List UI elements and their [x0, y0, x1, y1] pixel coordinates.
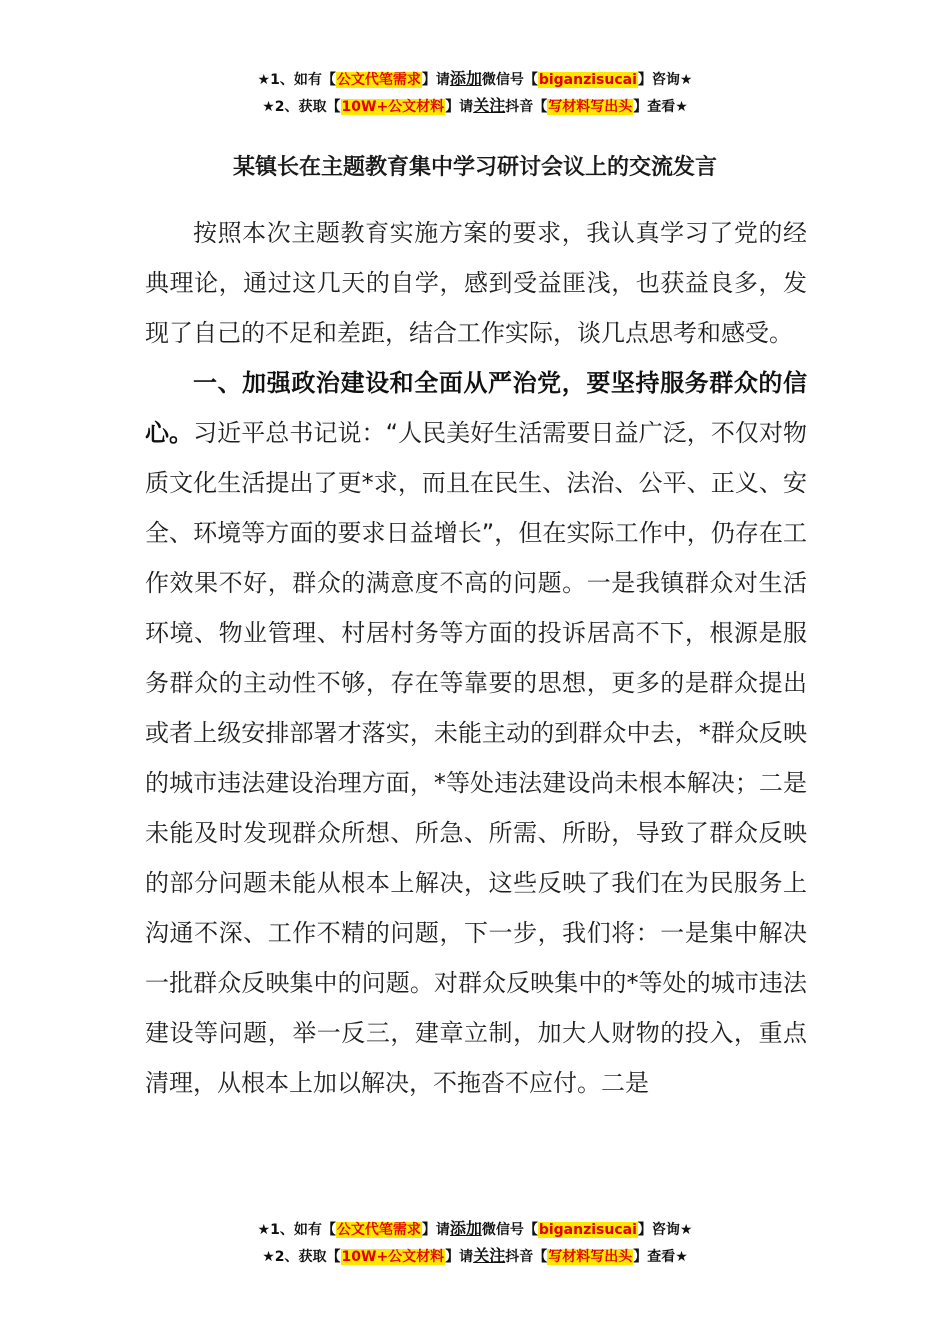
banner-line-1	[0, 66, 950, 93]
banner-highlight-service: 公文代笔需求	[336, 1222, 421, 1238]
banner-emphasis-follow: 关注	[473, 1246, 506, 1265]
banner-highlight-materials: 10W+公文材料	[341, 99, 445, 115]
banner-text: 抖音【	[505, 99, 548, 115]
banner-text: 】请	[421, 72, 450, 88]
header-banner	[0, 66, 950, 120]
section-1-heading: 一、加强政治建设和全面从严治党，要坚持服务群众的信心。	[145, 369, 807, 447]
section-1-body: 习近平总书记说：“人民美好生活需要日益广泛，不仅对物质文化生活提出了更*求，而且在民生、法治、公平、正义、安全、环境等方面的要求日益增长”，但在实际工作中，仍存在工作效果不好，群众的满意度不高的问题。一是我镇群众对生活环境、物业管理、村居村务等方面的投诉居高不下，根源是服务群众的主动性不够，存在等靠要的思想，更多的是群众提出或者上级安排部署才落实，未能主动的到群众中去，*群众反映的城市违法建设治理方面，*等处违法建设尚未根本解决；二是未能及时发现群众所想、所急、所需、所盼，导致了群众反映的部分问题未能从根本上解决，这些反映了我们在为民服务上沟通不深、工作不精的问题，下一步，我们将：一是集中解决一批群众反映集中的问题。对群众反映集中的*等处的城市违法建设等问题，举一反三，建章立制，加大人财物的投入，重点清理，从根本上加以解决，不拖沓不应付。二是	[145, 419, 808, 1097]
banner-text: 抖音【	[505, 1249, 548, 1265]
banner-text: ★1、如有【	[257, 1222, 336, 1238]
banner-text: ★2、获取【	[262, 1249, 341, 1265]
banner-text: 】请	[421, 1222, 450, 1238]
section-1-paragraph	[145, 358, 807, 1108]
banner-line-2	[0, 93, 950, 120]
banner-highlight-douyin: 写材料写出头	[548, 1249, 633, 1265]
banner-emphasis-add: 添加	[449, 1219, 482, 1238]
document-body	[145, 208, 807, 1108]
banner-emphasis-follow: 关注	[473, 96, 506, 115]
banner-highlight-wechat-id: biganzisucai	[538, 1222, 637, 1238]
banner-highlight-wechat-id: biganzisucai	[538, 72, 637, 88]
banner-highlight-service: 公文代笔需求	[336, 72, 421, 88]
banner-text: 】查看★	[633, 1249, 688, 1265]
document-title: 某镇长在主题教育集中学习研讨会议上的交流发言	[232, 155, 717, 180]
banner-highlight-douyin: 写材料写出头	[548, 99, 633, 115]
banner-text: ★2、获取【	[262, 99, 341, 115]
banner-text: 微信号【	[481, 1222, 538, 1238]
footer-banner	[0, 1216, 950, 1270]
banner-text: 】咨询★	[637, 1222, 693, 1238]
banner-text: 】查看★	[633, 99, 688, 115]
banner-line-2	[0, 1243, 950, 1270]
banner-text: 】请	[445, 99, 474, 115]
banner-text: 】咨询★	[637, 72, 693, 88]
banner-text: 微信号【	[481, 72, 538, 88]
banner-text: ★1、如有【	[257, 72, 336, 88]
banner-text: 】请	[445, 1249, 474, 1265]
banner-highlight-materials: 10W+公文材料	[341, 1249, 445, 1265]
intro-paragraph: 按照本次主题教育实施方案的要求，我认真学习了党的经典理论，通过这几天的自学，感到受益匪浅，也获益良多，发现了自己的不足和差距，结合工作实际，谈几点思考和感受。	[145, 219, 807, 347]
banner-line-1	[0, 1216, 950, 1243]
banner-emphasis-add: 添加	[449, 69, 482, 88]
